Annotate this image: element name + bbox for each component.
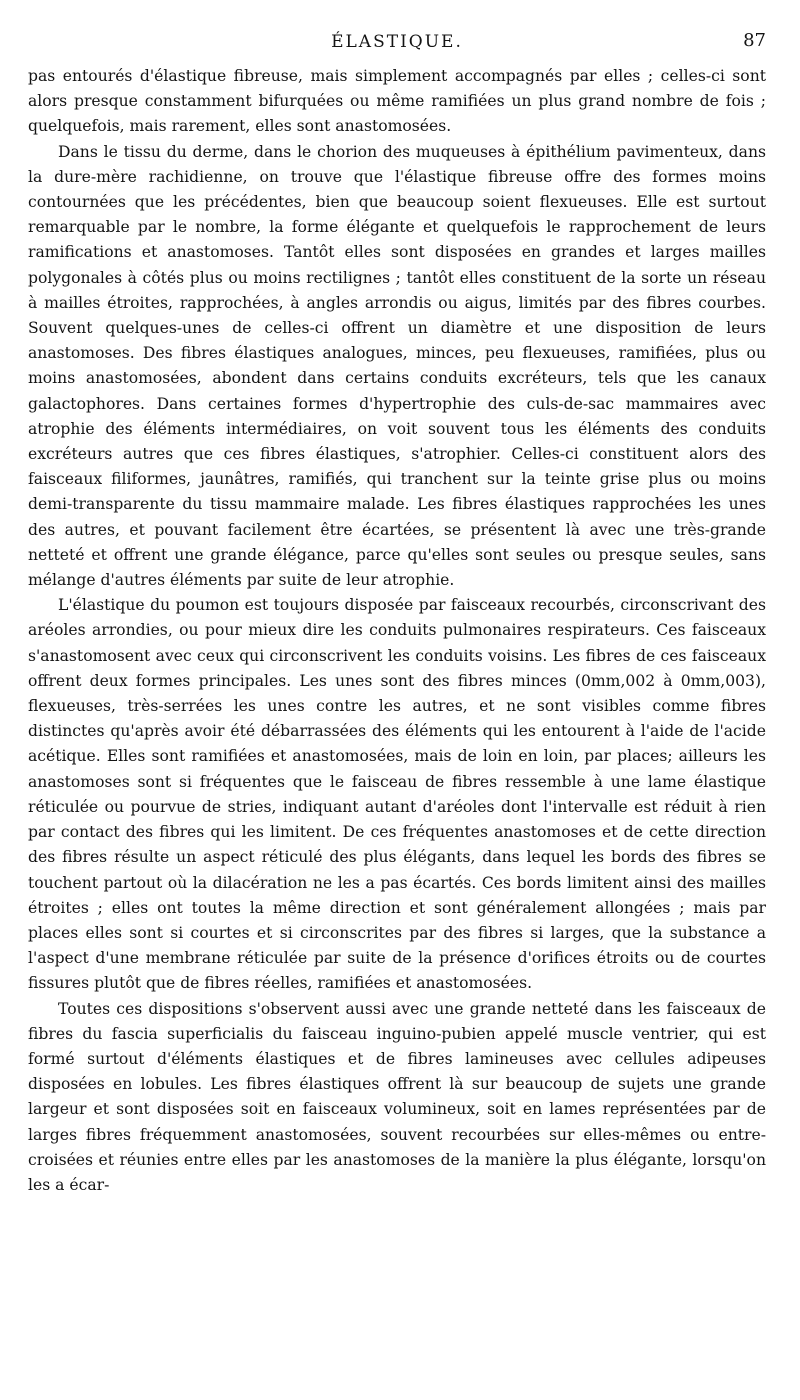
running-header	[28, 28, 766, 64]
paragraph-poumon: L'élastique du poumon est toujours disposée par faisceaux recourbés, circonscrivant des aréoles arrondies, ou pour mieux dire les conduits pulmonaires respirateurs. Ces faisceaux s'anastomosent avec ceux qui circonscrivent les conduits voisins. Les fibres de ces faisceaux offrent deux formes principales. Les unes sont des fibres minces (0mm,002 à 0mm,003), flexueuses, très-serrées les unes contre les autres, et ne sont visibles comme fibres distinctes qu'après avoir été débarrassées des éléments qui les entourent à l'aide de l'acide acétique. Elles sont ramifiées et anastomosées, mais de loin en loin, par places; ailleurs les anastomoses sont si fréquentes que le faisceau de fibres ressemble à une lame élastique réticulée ou pourvue de stries, indiquant autant d'aréoles dont l'intervalle est réduit à rien par contact des fibres qui les limitent. De ces fréquentes anastomoses et de cette direction des fibres résulte un aspect réticulé des plus élégants, dans lequel les bords des fibres se touchent partout où la dilacération ne les a pas écartés. Ces bords limitent ainsi des mailles étroites ; elles ont toutes la même direction et sont généralement allongées ; mais par places elles sont si courtes et si circonscrites par des fibres si larges, que la substance a l'aspect d'une membrane réticulée par suite de la présence d'orifices étroits ou de courtes fissures plutôt que de fibres réelles, ramifiées et anastomosées.	[28, 596, 766, 993]
body-text	[28, 64, 766, 1198]
paragraph-continuation: pas entourés d'élastique fibreuse, mais simplement accompagnés par elles ; celles-ci sont alors presque constamment bifurquées ou même ramifiées un plus grand nombre de fois ; quelquefois, mais rarement, elles sont anastomosées.	[28, 67, 766, 136]
paragraph-derme: Dans le tissu du derme, dans le chorion des muqueuses à épithélium pavimenteux, dans la dure-mère rachidienne, on trouve que l'élastique fibreuse offre des formes moins contournées que les précédentes, bien que beaucoup soient flexueuses. Elle est surtout remarquable par le nombre, la forme élégante et quelquefois le rapprochement de leurs ramifications et anastomoses. Tantôt elles sont disposées en grandes et larges mailles polygonales à côtés plus ou moins rectilignes ; tantôt elles constituent de la sorte un réseau à mailles étroites, rapprochées, à angles arrondis ou aigus, limités par des fibres courbes. Souvent quelques-unes de celles-ci offrent un diamètre et une disposition de leurs anastomoses. Des fibres élastiques analogues, minces, peu flexueuses, ramifiées, plus ou moins anastomosées, abondent dans certains conduits excréteurs, tels que les canaux galactophores. Dans certaines formes d'hypertrophie des culs-de-sac mammaires avec atrophie des éléments intermédiaires, on voit souvent tous les éléments des conduits excréteurs autres que ces fibres élastiques, s'atrophier. Celles-ci constituent alors des faisceaux filiformes, jaunâtres, ramifiés, qui tranchent sur la teinte grise plus ou moins demi-transparente du tissu mammaire malade. Les fibres élastiques rapprochées les unes des autres, et pouvant facilement être écartées, se présentent là avec une très-grande netteté et offrent une grande élégance, parce qu'elles sont seules ou presque seules, sans mélange d'autres éléments par suite de leur atrophie.	[28, 142, 766, 590]
paragraph-fascia: Toutes ces dispositions s'observent aussi avec une grande netteté dans les faisceaux de fibres du fascia superficialis du faisceau inguino-pubien appelé muscle ventrier, qui est formé surtout d'éléments élastiques et de fibres lamineuses avec cellules adipeuses disposées en lobules. Les fibres élastiques offrent là sur beaucoup de sujets une grande largeur et sont disposées soit en faisceaux volumineux, soit en lames représentées par de larges fibres fréquemment anastomosées, souvent recourbées sur elles-mêmes ou entre-croisées et réunies entre elles par les anastomoses de la manière la plus élégante, lorsqu'on les a écar-	[28, 999, 766, 1194]
book-page	[28, 28, 766, 1198]
page-number: 87	[743, 30, 766, 51]
page-title: ÉLASTIQUE.	[331, 32, 463, 52]
